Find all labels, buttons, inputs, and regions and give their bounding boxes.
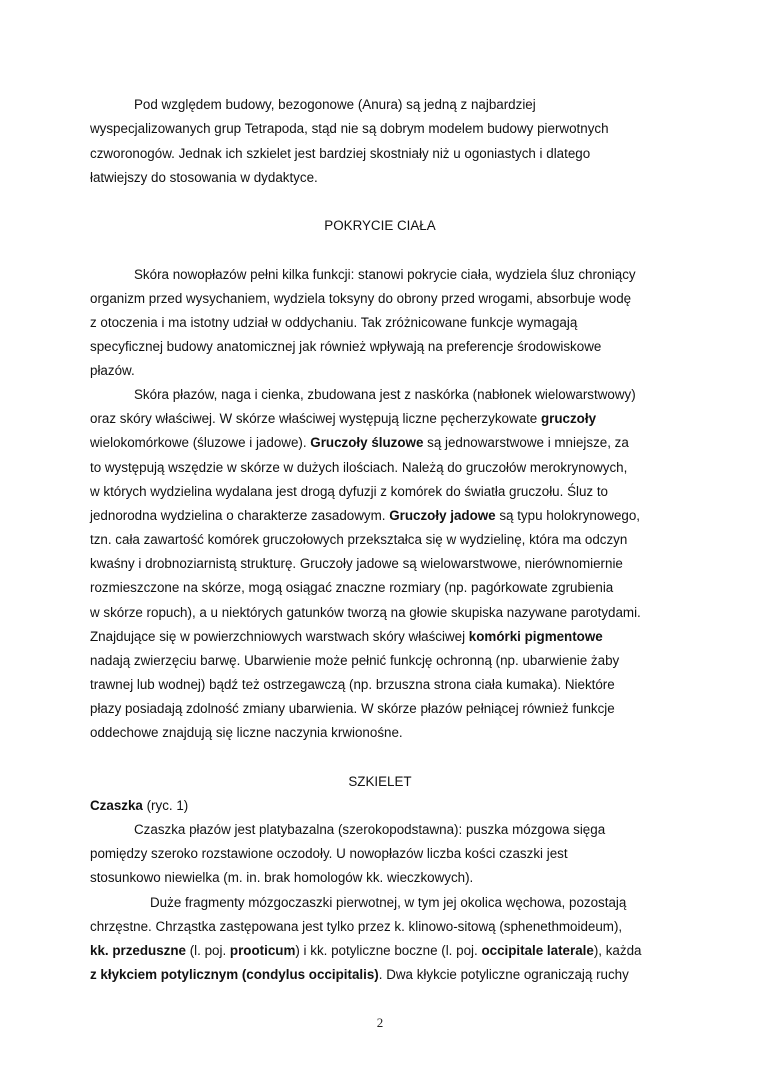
intro-line-1: Pod względem budowy, bezogonowe (Anura) są jedną z najbardziej [134,97,536,112]
skull-p1-line: Czaszka płazów jest platybazalna (szerokopodstawna): puszka mózgowa sięga [134,822,606,837]
intro-line-2: wyspecjalizowanych grup Tetrapoda, stąd nie są dobrym modelem budowy pierwotnych [90,121,609,136]
skin-p1-line: Skóra nowopłazów pełni kilka funkcji: stanowi pokrycie ciała, wydziela śluz chroniący [134,267,636,282]
page-number: 2 [376,1015,384,1030]
term-venom-glands: Gruczoły jadowe [389,508,496,523]
skin-p2-line: nadają zwierzęciu barwę. Ubarwienie może pełnić funkcję ochronną (np. ubarwienie żaby [90,653,620,668]
skin-p2-line: w skórze ropuch), a u niektórych gatunków tworzą na głowie skupiska nazywane parotydami. [90,605,641,620]
skin-p2-line: jednorodna wydzielina o charakterze zasadowym. Gruczoły jadowe są typu holokrynowego, [90,508,641,523]
skin-p2-line: rozmieszczone na skórze, mogą osiągać znaczne rozmiary (np. pagórkowate zgrubienia [90,580,614,595]
skin-p2-line: Skóra płazów, naga i cienka, zbudowana jest z naskórka (nabłonek wielowarstwowy) [134,387,636,402]
section-heading-skeleton: SZKIELET [348,774,412,789]
skin-p2-line: wielokomórkowe (śluzowe i jadowe). Gruczoły śluzowe są jednowarstwowe i mniejsze, za [90,435,629,450]
skull-p2-line: Duże fragmenty mózgoczaszki pierwotnej, w tym jej okolica węchowa, pozostają [150,895,627,910]
skin-p2-line: oraz skóry właściwej. W skórze właściwej występują liczne pęcherzykowate gruczoły [90,411,597,426]
skin-p2-line: w których wydzielina wydalana jest drogą dyfuzji z komórek do światła gruczołu. Śluz to [90,484,609,499]
skin-p1-line: specyficznej budowy anatomicznej jak również wpływają na preferencje środowiskowe [90,339,602,354]
intro-line-3: czworonogów. Jednak ich szkielet jest bardziej skostniały niż u ogoniastych i dlatego [90,146,591,161]
section-heading-skin: POKRYCIE CIAŁA [324,218,436,233]
skin-p1-line: płazów. [90,363,135,378]
skin-p2-line: oddechowe znajdują się liczne naczynia krwionośne. [90,725,403,740]
skin-p2-line: płazy posiadają zdolność zmiany ubarwienia. W skórze płazów pełniącej również funkcje [90,701,615,716]
term-mucous-glands: Gruczoły śluzowe [310,435,424,450]
skin-p2-line: trawnej lub wodnej) bądź też ostrzegawczą (np. brzuszna strona ciała kumaka). Niektóre [90,677,615,692]
skull-p2-line: z kłykciem potylicznym (condylus occipitalis). Dwa kłykcie potyliczne ograniczają ruchy [90,967,629,982]
skull-p1-line: stosunkowo niewielka (m. in. brak homologów kk. wieczkowych). [90,870,474,885]
skin-p1-line: organizm przed wysychaniem, wydziela toksyny do obrony przed wrogami, absorbuje wodę [90,291,632,306]
skull-p2-line: kk. przeduszne (l. poj. prooticum) i kk. potyliczne boczne (l. poj. occipitale laterale), każda [90,943,642,958]
skin-p2-line: kwaśny i drobnoziarnistą strukturę. Gruczoły jadowe są wielowarstwowe, nierównomiernie [90,556,623,571]
skin-p2-line: Znajdujące się w powierzchniowych warstwach skóry właściwej komórki pigmentowe [90,629,603,644]
skin-p1-line: z otoczenia i ma istotny udział w oddychaniu. Tak zróżnicowane funkcje wymagają [90,315,578,330]
skin-p2-line: to występują wszędzie w skórze w dużych ilościach. Należą do gruczołów merokrynowych, [90,460,628,475]
skull-p1-line: pomiędzy szeroko rozstawione oczodoły. U nowopłazów liczba kości czaszki jest [90,846,568,861]
term-glands: gruczoły [540,411,597,426]
skull-p2-line: chrzęstne. Chrząstka zastępowana jest tylko przez k. klinowo-sitową (sphenethmoideum), [90,919,623,934]
skin-p2-line: tzn. cała zawartość komórek gruczołowych przekształca się w wydzielinę, która ma odczyn [90,532,628,547]
term-pigment-cells: komórki pigmentowe [468,629,603,644]
intro-line-4: łatwiejszy do stosowania w dydaktyce. [90,170,318,185]
subheading-skull: Czaszka (ryc. 1) [90,798,189,813]
